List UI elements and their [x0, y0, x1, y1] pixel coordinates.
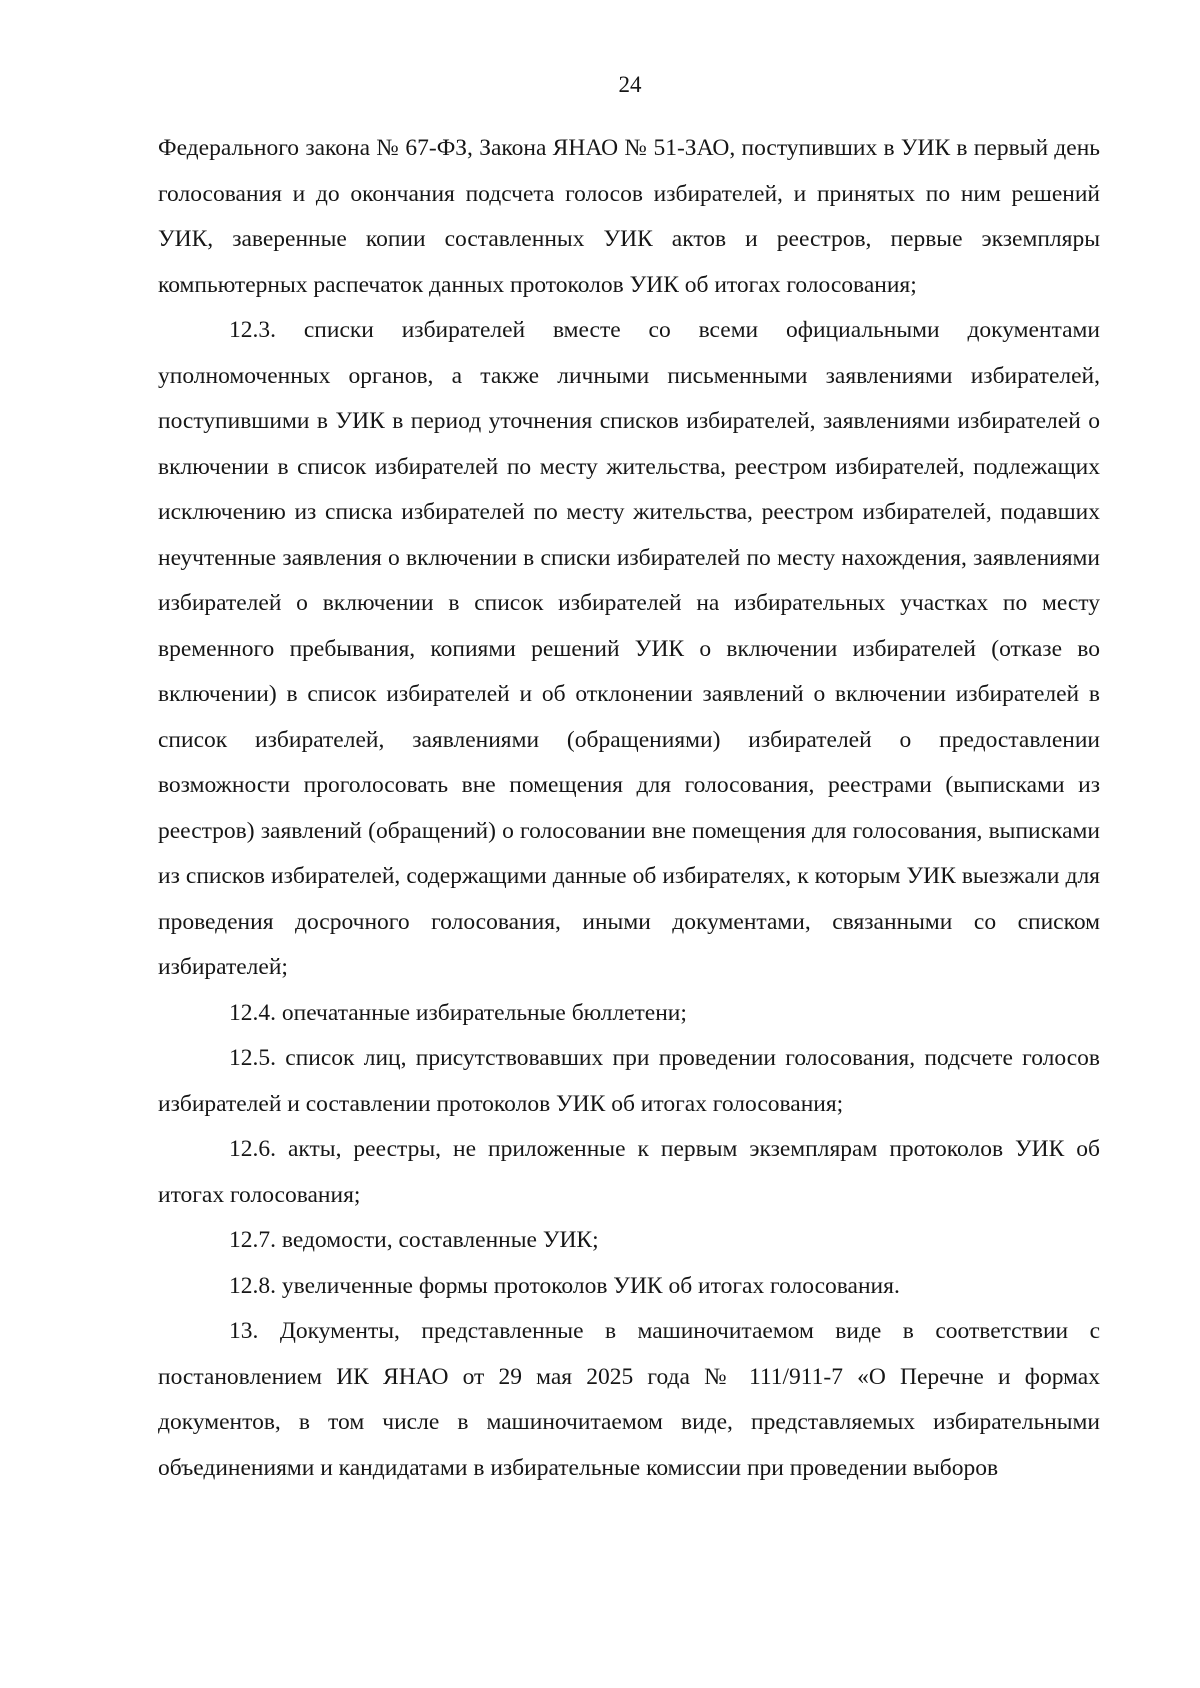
page-number: 24: [618, 72, 642, 97]
document-body: [158, 126, 1100, 1491]
paragraph-12-8: 12.8. увеличенные формы протоколов УИК об итогах голосования.: [229, 1272, 900, 1299]
paragraph-12-6: 12.6. акты, реестры, не приложенные к первым экземплярам протоколов УИК об итогах голосования;: [158, 1136, 1100, 1208]
paragraph-12-4: 12.4. опечатанные избирательные бюллетени;: [229, 999, 687, 1026]
paragraph-12-7: 12.7. ведомости, составленные УИК;: [229, 1227, 599, 1253]
paragraph-12-3: 12.3. списки избирателей вместе со всеми официальными документами уполномоченных органов, а также личными письменными заявлениями избирателей, поступившими в УИК в период уточнения списков избирателей, заявлениями избирателей о включении в список избирателей по месту жительства, реестром избирателей, подлежащих исключению из списка избирателей по месту жительства, реестром избирателей, подавших неучтенные заявления о включении в списки избирателей по месту нахождения, заявлениями избирателей о включении в список избирателей на избирательных участках по месту временного пребывания, копиями решений УИК о включении избирателей (отказе во включении) в список избирателей и об отклонении заявлений о включении избирателей в список избирателей, заявлениями (обращениями) избирателей о предоставлении возможности проголосовать вне помещения для голосования, реестрами (выписками из реестров) заявлений (обращений) о голосовании вне помещения для голосования, выписками из списков избирателей, содержащими данные об избирателях, к которым УИК выезжали для проведения досрочного голосования, иными документами, связанными со списком избирателей;: [158, 317, 1100, 980]
paragraph-12-5: 12.5. список лиц, присутствовавших при проведении голосования, подсчете голосов избирателей и составлении протоколов УИК об итогах голосования;: [158, 1045, 1100, 1117]
paragraph-13: 13. Документы, представленные в машиночитаемом виде в соответствии с постановлением ИК ЯНАО от 29 мая 2025 года № 111/911-7 «О Перечне и формах документов, в том числе в машиночитаемом виде, представляемых избирательными объединениями и кандидатами в избирательные комиссии при проведении выборов: [158, 1318, 1100, 1481]
paragraph-continuation: Федерального закона № 67-ФЗ, Закона ЯНАО № 51-ЗАО, поступивших в УИК в первый день голосования и до окончания подсчета голосов избирателей, и принятых по ним решений УИК, заверенные копии составленных УИК актов и реестров, первые экземпляры компьютерных распечаток данных протоколов УИК об итогах голосования;: [158, 135, 1100, 298]
